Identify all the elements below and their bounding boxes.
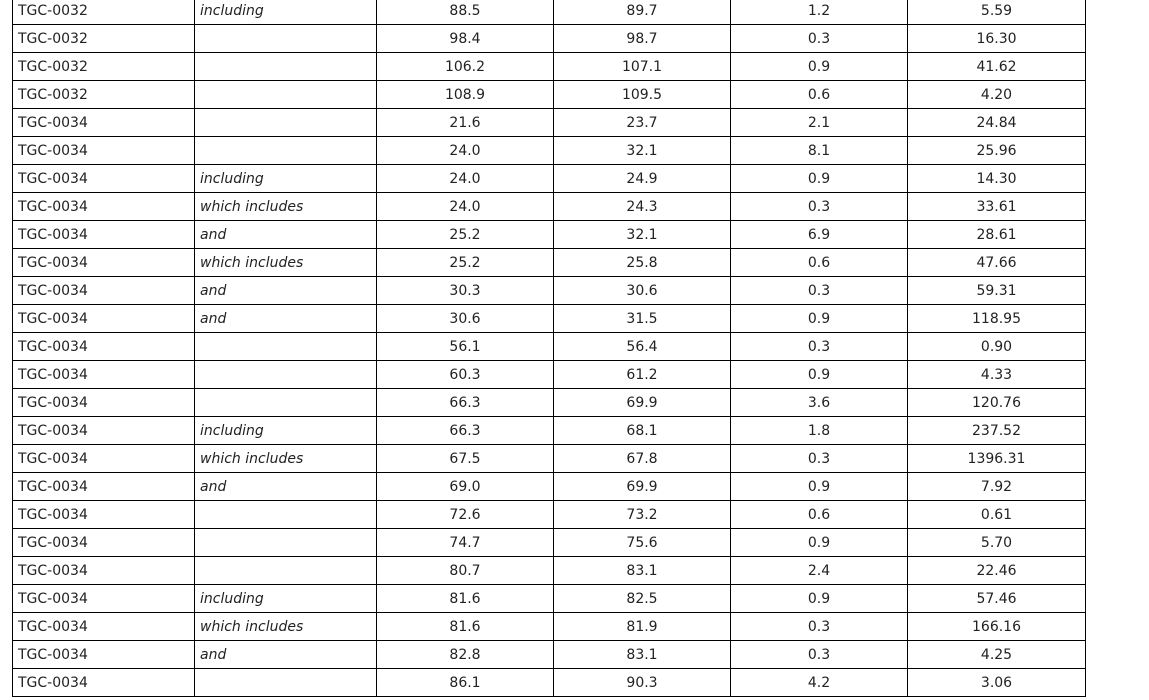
width-cell: 8.1 bbox=[731, 137, 908, 165]
from-cell: 106.2 bbox=[377, 53, 554, 81]
grade-cell: 5.59 bbox=[908, 0, 1086, 25]
width-cell: 0.9 bbox=[731, 473, 908, 501]
to-cell: 89.7 bbox=[554, 0, 731, 25]
interval-qualifier-cell: which includes bbox=[195, 613, 377, 641]
grade-cell: 57.46 bbox=[908, 585, 1086, 613]
table-row bbox=[13, 389, 1086, 417]
hole-id-cell: TGC-0034 bbox=[13, 445, 195, 473]
from-cell: 25.2 bbox=[377, 249, 554, 277]
width-cell: 6.9 bbox=[731, 221, 908, 249]
drill-results-body bbox=[13, 0, 1086, 697]
width-cell: 0.9 bbox=[731, 305, 908, 333]
grade-cell: 4.25 bbox=[908, 641, 1086, 669]
grade-cell: 4.20 bbox=[908, 81, 1086, 109]
interval-qualifier-cell: which includes bbox=[195, 445, 377, 473]
hole-id-cell: TGC-0034 bbox=[13, 417, 195, 445]
width-cell: 0.9 bbox=[731, 165, 908, 193]
grade-cell: 4.33 bbox=[908, 361, 1086, 389]
interval-qualifier-cell: which includes bbox=[195, 249, 377, 277]
table-row bbox=[13, 109, 1086, 137]
grade-cell: 3.06 bbox=[908, 669, 1086, 697]
to-cell: 107.1 bbox=[554, 53, 731, 81]
grade-cell: 120.76 bbox=[908, 389, 1086, 417]
to-cell: 73.2 bbox=[554, 501, 731, 529]
interval-qualifier-cell bbox=[195, 389, 377, 417]
from-cell: 56.1 bbox=[377, 333, 554, 361]
table-row bbox=[13, 557, 1086, 585]
table-row bbox=[13, 25, 1086, 53]
drill-results-table bbox=[12, 0, 1086, 697]
width-cell: 0.3 bbox=[731, 193, 908, 221]
interval-qualifier-cell bbox=[195, 557, 377, 585]
grade-cell: 118.95 bbox=[908, 305, 1086, 333]
hole-id-cell: TGC-0034 bbox=[13, 137, 195, 165]
to-cell: 31.5 bbox=[554, 305, 731, 333]
table-row bbox=[13, 333, 1086, 361]
interval-qualifier-cell: and bbox=[195, 221, 377, 249]
hole-id-cell: TGC-0034 bbox=[13, 613, 195, 641]
to-cell: 69.9 bbox=[554, 473, 731, 501]
width-cell: 0.3 bbox=[731, 445, 908, 473]
interval-qualifier-cell bbox=[195, 669, 377, 697]
to-cell: 24.3 bbox=[554, 193, 731, 221]
grade-cell: 237.52 bbox=[908, 417, 1086, 445]
interval-qualifier-cell: and bbox=[195, 473, 377, 501]
to-cell: 81.9 bbox=[554, 613, 731, 641]
table-row bbox=[13, 81, 1086, 109]
table-row bbox=[13, 641, 1086, 669]
table-row bbox=[13, 0, 1086, 25]
table-row bbox=[13, 529, 1086, 557]
table-row bbox=[13, 277, 1086, 305]
grade-cell: 22.46 bbox=[908, 557, 1086, 585]
width-cell: 3.6 bbox=[731, 389, 908, 417]
interval-qualifier-cell bbox=[195, 361, 377, 389]
hole-id-cell: TGC-0032 bbox=[13, 81, 195, 109]
width-cell: 0.3 bbox=[731, 277, 908, 305]
width-cell: 0.6 bbox=[731, 501, 908, 529]
to-cell: 30.6 bbox=[554, 277, 731, 305]
width-cell: 0.9 bbox=[731, 529, 908, 557]
width-cell: 0.3 bbox=[731, 641, 908, 669]
from-cell: 80.7 bbox=[377, 557, 554, 585]
from-cell: 86.1 bbox=[377, 669, 554, 697]
width-cell: 0.3 bbox=[731, 613, 908, 641]
width-cell: 0.3 bbox=[731, 333, 908, 361]
grade-cell: 1396.31 bbox=[908, 445, 1086, 473]
interval-qualifier-cell bbox=[195, 529, 377, 557]
hole-id-cell: TGC-0034 bbox=[13, 221, 195, 249]
table-row bbox=[13, 669, 1086, 697]
grade-cell: 16.30 bbox=[908, 25, 1086, 53]
hole-id-cell: TGC-0034 bbox=[13, 585, 195, 613]
width-cell: 0.6 bbox=[731, 249, 908, 277]
grade-cell: 5.70 bbox=[908, 529, 1086, 557]
to-cell: 32.1 bbox=[554, 137, 731, 165]
hole-id-cell: TGC-0034 bbox=[13, 305, 195, 333]
hole-id-cell: TGC-0034 bbox=[13, 669, 195, 697]
hole-id-cell: TGC-0034 bbox=[13, 249, 195, 277]
results-table-container bbox=[12, 0, 1086, 697]
grade-cell: 33.61 bbox=[908, 193, 1086, 221]
from-cell: 74.7 bbox=[377, 529, 554, 557]
from-cell: 21.6 bbox=[377, 109, 554, 137]
grade-cell: 7.92 bbox=[908, 473, 1086, 501]
width-cell: 0.6 bbox=[731, 81, 908, 109]
table-row bbox=[13, 417, 1086, 445]
table-row bbox=[13, 249, 1086, 277]
to-cell: 109.5 bbox=[554, 81, 731, 109]
from-cell: 67.5 bbox=[377, 445, 554, 473]
from-cell: 60.3 bbox=[377, 361, 554, 389]
interval-qualifier-cell bbox=[195, 137, 377, 165]
from-cell: 88.5 bbox=[377, 0, 554, 25]
to-cell: 69.9 bbox=[554, 389, 731, 417]
interval-qualifier-cell bbox=[195, 53, 377, 81]
to-cell: 56.4 bbox=[554, 333, 731, 361]
from-cell: 24.0 bbox=[377, 137, 554, 165]
from-cell: 66.3 bbox=[377, 389, 554, 417]
hole-id-cell: TGC-0034 bbox=[13, 333, 195, 361]
grade-cell: 24.84 bbox=[908, 109, 1086, 137]
to-cell: 32.1 bbox=[554, 221, 731, 249]
width-cell: 1.8 bbox=[731, 417, 908, 445]
hole-id-cell: TGC-0034 bbox=[13, 389, 195, 417]
to-cell: 61.2 bbox=[554, 361, 731, 389]
grade-cell: 25.96 bbox=[908, 137, 1086, 165]
from-cell: 24.0 bbox=[377, 193, 554, 221]
hole-id-cell: TGC-0032 bbox=[13, 53, 195, 81]
hole-id-cell: TGC-0032 bbox=[13, 25, 195, 53]
interval-qualifier-cell: and bbox=[195, 641, 377, 669]
table-row bbox=[13, 137, 1086, 165]
width-cell: 4.2 bbox=[731, 669, 908, 697]
width-cell: 0.9 bbox=[731, 361, 908, 389]
from-cell: 72.6 bbox=[377, 501, 554, 529]
width-cell: 2.1 bbox=[731, 109, 908, 137]
table-row bbox=[13, 361, 1086, 389]
table-row bbox=[13, 501, 1086, 529]
from-cell: 82.8 bbox=[377, 641, 554, 669]
to-cell: 67.8 bbox=[554, 445, 731, 473]
from-cell: 81.6 bbox=[377, 585, 554, 613]
from-cell: 25.2 bbox=[377, 221, 554, 249]
interval-qualifier-cell: including bbox=[195, 0, 377, 25]
from-cell: 98.4 bbox=[377, 25, 554, 53]
interval-qualifier-cell: including bbox=[195, 417, 377, 445]
hole-id-cell: TGC-0034 bbox=[13, 165, 195, 193]
table-row bbox=[13, 613, 1086, 641]
hole-id-cell: TGC-0034 bbox=[13, 109, 195, 137]
from-cell: 30.6 bbox=[377, 305, 554, 333]
from-cell: 66.3 bbox=[377, 417, 554, 445]
interval-qualifier-cell: including bbox=[195, 585, 377, 613]
interval-qualifier-cell: and bbox=[195, 277, 377, 305]
grade-cell: 14.30 bbox=[908, 165, 1086, 193]
to-cell: 25.8 bbox=[554, 249, 731, 277]
from-cell: 69.0 bbox=[377, 473, 554, 501]
to-cell: 23.7 bbox=[554, 109, 731, 137]
to-cell: 24.9 bbox=[554, 165, 731, 193]
width-cell: 0.9 bbox=[731, 585, 908, 613]
interval-qualifier-cell bbox=[195, 501, 377, 529]
hole-id-cell: TGC-0034 bbox=[13, 473, 195, 501]
table-row bbox=[13, 445, 1086, 473]
from-cell: 108.9 bbox=[377, 81, 554, 109]
interval-qualifier-cell bbox=[195, 109, 377, 137]
hole-id-cell: TGC-0034 bbox=[13, 557, 195, 585]
grade-cell: 59.31 bbox=[908, 277, 1086, 305]
interval-qualifier-cell bbox=[195, 333, 377, 361]
hole-id-cell: TGC-0032 bbox=[13, 0, 195, 25]
interval-qualifier-cell: including bbox=[195, 165, 377, 193]
table-row bbox=[13, 193, 1086, 221]
to-cell: 68.1 bbox=[554, 417, 731, 445]
to-cell: 83.1 bbox=[554, 641, 731, 669]
to-cell: 90.3 bbox=[554, 669, 731, 697]
hole-id-cell: TGC-0034 bbox=[13, 529, 195, 557]
to-cell: 98.7 bbox=[554, 25, 731, 53]
interval-qualifier-cell: which includes bbox=[195, 193, 377, 221]
to-cell: 82.5 bbox=[554, 585, 731, 613]
table-row bbox=[13, 473, 1086, 501]
interval-qualifier-cell: and bbox=[195, 305, 377, 333]
grade-cell: 0.61 bbox=[908, 501, 1086, 529]
grade-cell: 41.62 bbox=[908, 53, 1086, 81]
hole-id-cell: TGC-0034 bbox=[13, 193, 195, 221]
interval-qualifier-cell bbox=[195, 25, 377, 53]
width-cell: 1.2 bbox=[731, 0, 908, 25]
interval-qualifier-cell bbox=[195, 81, 377, 109]
table-row bbox=[13, 165, 1086, 193]
hole-id-cell: TGC-0034 bbox=[13, 501, 195, 529]
grade-cell: 0.90 bbox=[908, 333, 1086, 361]
to-cell: 75.6 bbox=[554, 529, 731, 557]
width-cell: 2.4 bbox=[731, 557, 908, 585]
table-row bbox=[13, 221, 1086, 249]
from-cell: 81.6 bbox=[377, 613, 554, 641]
to-cell: 83.1 bbox=[554, 557, 731, 585]
grade-cell: 28.61 bbox=[908, 221, 1086, 249]
hole-id-cell: TGC-0034 bbox=[13, 361, 195, 389]
width-cell: 0.3 bbox=[731, 25, 908, 53]
table-row bbox=[13, 53, 1086, 81]
table-row bbox=[13, 585, 1086, 613]
grade-cell: 166.16 bbox=[908, 613, 1086, 641]
table-row bbox=[13, 305, 1086, 333]
from-cell: 24.0 bbox=[377, 165, 554, 193]
grade-cell: 47.66 bbox=[908, 249, 1086, 277]
hole-id-cell: TGC-0034 bbox=[13, 641, 195, 669]
hole-id-cell: TGC-0034 bbox=[13, 277, 195, 305]
from-cell: 30.3 bbox=[377, 277, 554, 305]
width-cell: 0.9 bbox=[731, 53, 908, 81]
